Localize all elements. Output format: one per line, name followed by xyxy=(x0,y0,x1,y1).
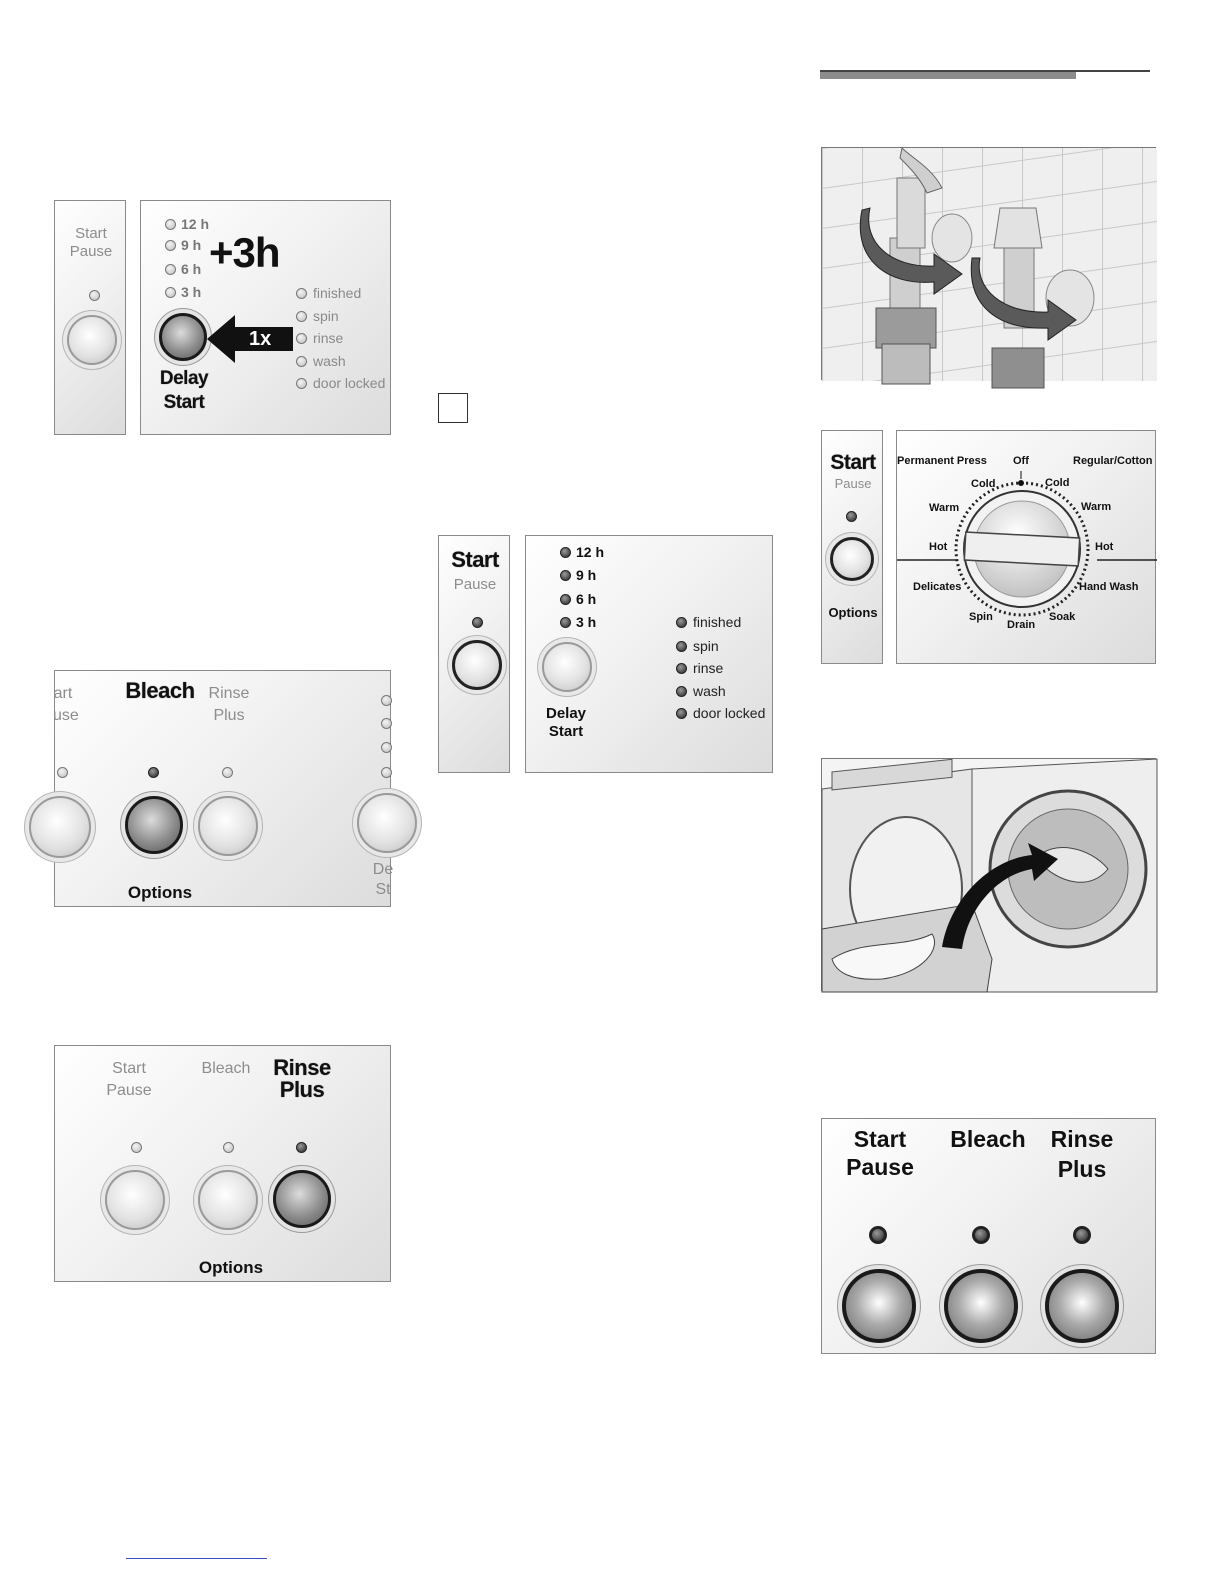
delay-start-button[interactable] xyxy=(159,313,207,361)
bleach-option-panel xyxy=(53,670,394,907)
start-led xyxy=(89,290,100,301)
plus-label: Plus xyxy=(279,1077,325,1102)
start-pause-button[interactable] xyxy=(830,537,874,581)
led xyxy=(296,333,307,344)
checkbox-icon[interactable] xyxy=(438,393,468,423)
start-label: Start xyxy=(75,225,107,242)
led xyxy=(296,288,307,299)
start-led xyxy=(57,767,68,778)
section-header-bar xyxy=(820,72,1076,79)
led xyxy=(560,617,571,628)
status-wash: wash xyxy=(296,353,346,369)
start-pause-strip-1 xyxy=(54,200,126,435)
options-buttons-panel xyxy=(821,1118,1156,1354)
bleach-label: Bleach xyxy=(950,1126,1026,1152)
status-spin: spin xyxy=(676,638,719,654)
dial-drain: Drain xyxy=(1007,619,1036,631)
hours-led xyxy=(381,718,392,729)
delay-start-button[interactable] xyxy=(542,642,592,692)
bleach-led xyxy=(972,1226,990,1244)
start-pause-strip-4 xyxy=(438,535,510,773)
hours-3: 3 h xyxy=(165,284,201,300)
dial-off: Off xyxy=(1013,455,1029,467)
status-finished: finished xyxy=(296,285,361,301)
dial-warm-right: Warm xyxy=(1081,501,1112,513)
bleach-label: Bleach xyxy=(125,678,195,703)
led xyxy=(296,378,307,389)
delay-label: Delay xyxy=(545,705,587,722)
hours-3: 3 h xyxy=(560,614,596,630)
status-door-locked: door locked xyxy=(296,375,385,391)
rinse-plus-option-panel xyxy=(54,1045,391,1282)
dial-hand-wash: Hand Wash xyxy=(1079,581,1139,593)
dial-regular-cotton: Regular/Cotton xyxy=(1073,455,1153,467)
start-led xyxy=(131,1142,142,1153)
rinse-plus-button[interactable] xyxy=(273,1170,331,1228)
status-finished: finished xyxy=(676,614,741,630)
pause-label: Pause xyxy=(453,576,497,593)
delay-start-panel-1 xyxy=(140,200,391,435)
dial-spin: Spin xyxy=(969,611,993,623)
bleach-led xyxy=(148,767,159,778)
start-led xyxy=(869,1226,887,1244)
status-spin: spin xyxy=(296,308,339,324)
start-pause-button[interactable] xyxy=(452,640,502,690)
hours-12: 12 h xyxy=(165,216,209,232)
bleach-label: Bleach xyxy=(201,1060,251,1077)
delay-fragment: De xyxy=(372,861,394,878)
start-label: Start xyxy=(451,547,499,572)
start-pause-button[interactable] xyxy=(67,315,117,365)
led xyxy=(676,617,687,628)
led xyxy=(165,240,176,251)
status-wash: wash xyxy=(676,683,726,699)
dial-hot-left: Hot xyxy=(929,541,948,553)
pause-label: Pause xyxy=(69,243,113,260)
start-label: Start xyxy=(853,1126,907,1152)
rinse-label: Rinse xyxy=(208,685,250,702)
status-rinse: rinse xyxy=(676,660,723,676)
led xyxy=(676,641,687,652)
dial-cold-left: Cold xyxy=(971,478,996,490)
start-label: Start xyxy=(112,1060,146,1077)
hours-6: 6 h xyxy=(560,591,596,607)
dial-delicates: Delicates xyxy=(913,581,962,593)
bleach-led xyxy=(223,1142,234,1153)
bleach-button[interactable] xyxy=(198,1170,258,1230)
start-label: Start xyxy=(163,392,205,413)
washer-art xyxy=(822,759,1157,992)
hours-led xyxy=(381,695,392,706)
options-label: Options xyxy=(127,883,193,902)
rinse-plus-led xyxy=(296,1142,307,1153)
press-once-label: 1x xyxy=(249,328,272,350)
start-pause-button[interactable] xyxy=(105,1170,165,1230)
start-pause-button[interactable] xyxy=(29,796,91,858)
start-label: Start xyxy=(548,723,584,740)
dial-soak: Soak xyxy=(1049,611,1076,623)
rinse-plus-button[interactable] xyxy=(198,796,258,856)
big-plus-3h: +3h xyxy=(209,229,280,276)
pause-label: Pause xyxy=(834,476,872,491)
hours-6: 6 h xyxy=(165,261,201,277)
rinse-label: Rinse xyxy=(1050,1126,1114,1152)
dial-permanent-press: Permanent Press xyxy=(897,455,987,467)
led xyxy=(296,311,307,322)
rinse-plus-led xyxy=(1073,1226,1091,1244)
led xyxy=(165,219,176,230)
start-fragment: art xyxy=(53,685,73,702)
delay-start-panel-4 xyxy=(525,535,773,773)
hours-led xyxy=(381,767,392,778)
hours-9: 9 h xyxy=(165,237,201,253)
rinse-plus-led xyxy=(222,767,233,778)
plus-label: Plus xyxy=(213,707,245,724)
start-pause-button[interactable] xyxy=(842,1269,916,1343)
hours-12: 12 h xyxy=(560,544,604,560)
delay-start-button[interactable] xyxy=(357,793,417,853)
load-laundry-illustration xyxy=(821,758,1156,991)
bleach-button[interactable] xyxy=(125,796,183,854)
bleach-button[interactable] xyxy=(944,1269,1018,1343)
water-tap-illustration xyxy=(821,147,1156,380)
start-options-strip xyxy=(821,430,883,664)
pause-label: Pause xyxy=(106,1082,152,1099)
start-led xyxy=(846,511,857,522)
led xyxy=(560,570,571,581)
led xyxy=(676,708,687,719)
options-label: Options xyxy=(198,1258,264,1277)
dial-hot-right: Hot xyxy=(1095,541,1114,553)
led xyxy=(165,264,176,275)
footer-link-rule xyxy=(126,1558,267,1559)
led xyxy=(676,663,687,674)
led xyxy=(560,547,571,558)
dial-warm-left: Warm xyxy=(929,502,960,514)
delay-label: Delay xyxy=(159,368,209,389)
start-led xyxy=(472,617,483,628)
start-fragment: St xyxy=(375,881,391,898)
program-dial-panel xyxy=(896,430,1156,664)
led xyxy=(560,594,571,605)
led xyxy=(165,287,176,298)
rinse-plus-button[interactable] xyxy=(1045,1269,1119,1343)
options-label: Options xyxy=(828,605,878,620)
pause-fragment: use xyxy=(53,707,79,724)
status-rinse: rinse xyxy=(296,330,343,346)
led xyxy=(676,686,687,697)
hours-led xyxy=(381,742,392,753)
faucet-tiles-art xyxy=(822,148,1157,381)
hours-9: 9 h xyxy=(560,567,596,583)
status-door-locked: door locked xyxy=(676,705,765,721)
pause-label: Pause xyxy=(846,1154,914,1180)
plus-label: Plus xyxy=(1057,1156,1107,1182)
start-label: Start xyxy=(830,451,876,474)
led xyxy=(296,356,307,367)
rinse-label: Rinse xyxy=(273,1055,331,1080)
dial-cold-right: Cold xyxy=(1045,477,1070,489)
